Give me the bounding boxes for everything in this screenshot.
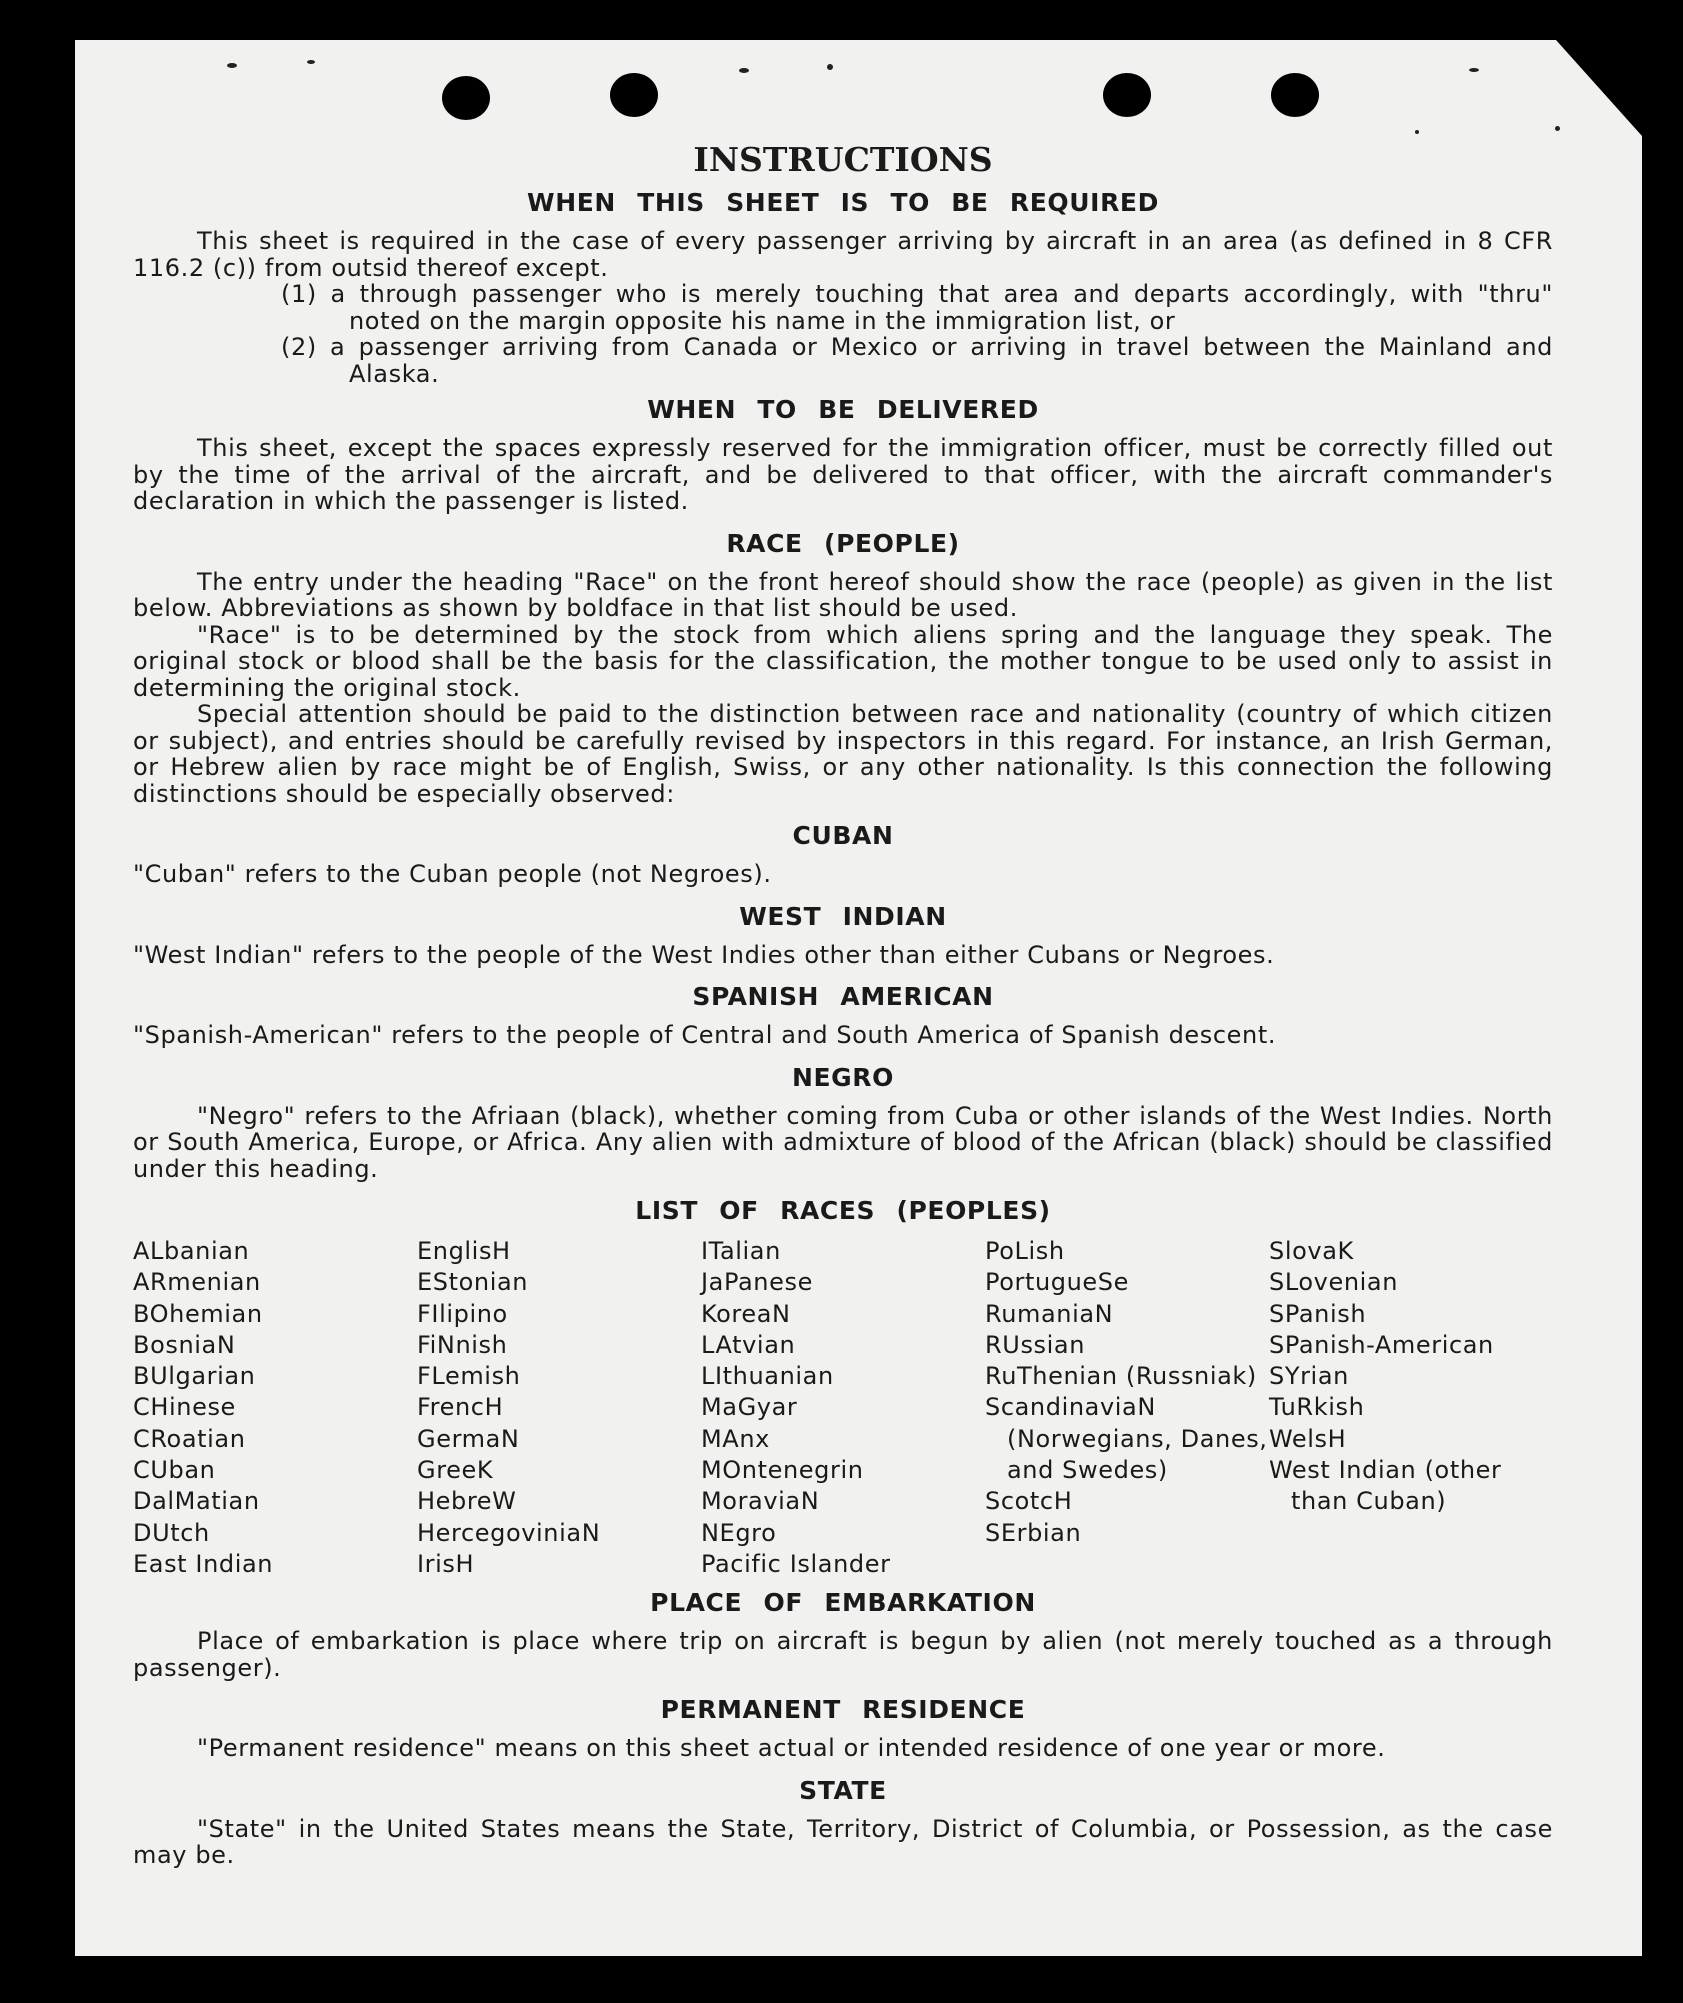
race-item: NEgro [701, 1518, 777, 1547]
race-column [417, 1236, 701, 1580]
race-item: ARmenian [133, 1268, 261, 1297]
race-item: PoLish [985, 1237, 1065, 1265]
race-item: East Indian [133, 1549, 274, 1578]
race-column [1269, 1236, 1553, 1580]
race-item: ITalian [701, 1237, 781, 1265]
race-item: EStonian [417, 1268, 529, 1297]
binder-hole [442, 76, 490, 120]
race-item: WelsH [1269, 1424, 1347, 1453]
race-item: PortugueSe [985, 1268, 1129, 1297]
race-item: BosniaN [133, 1330, 236, 1359]
section-paragraph: This sheet, except the spaces expressly reserved for the immigration officer, must be correctly filled out by the time of the arrival of the aircraft, and be delivered to that officer, with the aircraft commander's declaration in which the passenger is listed. [133, 434, 1553, 515]
race-item: SErbian [985, 1518, 1082, 1547]
section-paragraph: "West Indian" refers to the people of the West Indies other than either Cubans or Negroes. [133, 940, 1275, 969]
section-paragraph: "State" in the United States means the State, Territory, District of Columbia, or Possession, as the case may be. [133, 1814, 1553, 1870]
scan-speck [739, 68, 749, 73]
section-heading-west-indian: WEST INDIAN [739, 901, 947, 931]
race-item: MaGyar [701, 1393, 798, 1422]
race-item: KoreaN [701, 1299, 791, 1328]
section-heading-required: WHEN THIS SHEET IS TO BE REQUIRED [527, 188, 1159, 217]
section-paragraph: This sheet is required in the case of every passenger arriving by aircraft in an area (as defined in 8 CFR 116.2 (c)) from outsid thereof except. [133, 227, 1553, 282]
race-item: West Indian (other than Cuban) [1269, 1456, 1502, 1516]
binder-hole [1103, 73, 1151, 117]
race-list [133, 1236, 1553, 1580]
section-heading-permanent-residence: PERMANENT RESIDENCE [660, 1695, 1026, 1725]
race-item: HebreW [417, 1487, 517, 1516]
scan-speck [227, 63, 237, 68]
section-heading-list-of-races: LIST OF RACES (PEOPLES) [635, 1196, 1051, 1225]
section-heading-spanish-american: SPANISH AMERICAN [692, 982, 994, 1011]
race-item: SPanish [1269, 1299, 1367, 1328]
race-item: CRoatian [133, 1424, 246, 1453]
race-item: FLemish [417, 1362, 521, 1391]
section-paragraph: "Negro" refers to the Afriaan (black), whether coming from Cuba or other islands of the West Indies. North or South America, Europe, or Africa. Any alien with admixture of blood of the African (black) should be classified under this heading. [133, 1101, 1553, 1183]
race-item: GermaN [417, 1424, 520, 1453]
race-item: ScandinaviaN (Norwegians, Danes, and Swedes) [985, 1393, 1268, 1485]
section-heading-cuban: CUBAN [792, 821, 894, 850]
race-item: FiNnish [417, 1330, 508, 1359]
section-heading-negro: NEGRO [791, 1062, 895, 1092]
race-item: SlovaK [1269, 1237, 1354, 1265]
document-title: INSTRUCTIONS [693, 140, 993, 179]
section-paragraph: Place of embarkation is place where trip on aircraft is begun by alien (not merely touched as a through passenger). [133, 1627, 1553, 1682]
race-item: RumaniaN [985, 1299, 1114, 1328]
race-item: ScotcH [985, 1487, 1073, 1516]
section-heading-delivered: WHEN TO BE DELIVERED [647, 395, 1039, 424]
section-paragraph: The entry under the heading "Race" on the front hereof should show the race (people) as given in the list below. Abbreviations as shown by boldface in that list should be used. [133, 567, 1553, 622]
race-item: TuRkish [1269, 1393, 1365, 1422]
race-item: RUssian [985, 1330, 1086, 1359]
race-column [985, 1236, 1269, 1580]
exception-item: (1) a through passenger who is merely touching that area and departs accordingly, with "thru" noted on the margin opposite his name in the immigration list, or [281, 280, 1553, 335]
race-item: IrisH [417, 1549, 475, 1578]
scan-speck [307, 60, 315, 64]
race-item: MOntenegrin [701, 1456, 864, 1485]
race-item: FrencH [417, 1393, 504, 1422]
race-item: HercegoviniaN [417, 1518, 601, 1547]
section-paragraph: "Cuban" refers to the Cuban people (not Negroes). [133, 860, 772, 888]
race-item: GreeK [417, 1456, 494, 1485]
race-item: CUban [133, 1456, 216, 1485]
race-item: Pacific Islander [701, 1549, 891, 1578]
race-item: FIlipino [417, 1299, 508, 1328]
binder-hole [1271, 73, 1319, 117]
race-column [701, 1236, 985, 1580]
race-item: BUlgarian [133, 1362, 256, 1391]
instructions-body [133, 132, 1553, 1869]
race-item: CHinese [133, 1393, 236, 1422]
race-item: BOhemian [133, 1299, 263, 1328]
section-paragraph: "Race" is to be determined by the stock from which aliens spring and the language they speak. The original stock or blood shall be the basis for the classification, the mother tongue to be used only to assist in determining the original stock. [133, 620, 1553, 702]
section-paragraph: "Spanish-American" refers to the people of Central and South America of Spanish descent. [133, 1021, 1277, 1049]
race-item: DUtch [133, 1518, 210, 1547]
section-paragraph: Special attention should be paid to the distinction between race and nationality (country of which citizen or subject), and entries should be carefully revised by inspectors in this regard. For instance, an Irish German, or Hebrew alien by race might be of English, Swiss, or any other nationality. Is this connection the following distinctions should be especially observed: [133, 700, 1553, 808]
section-heading-embarkation: PLACE OF EMBARKATION [650, 1588, 1036, 1618]
race-item: MAnx [701, 1424, 770, 1453]
exception-item: (2) a passenger arriving from Canada or Mexico or arriving in travel between the Mainland and Alaska. [281, 333, 1553, 388]
scan-speck [1469, 68, 1479, 72]
race-item: LIthuanian [701, 1362, 834, 1391]
race-item: RuThenian (Russniak) [985, 1362, 1257, 1391]
race-column [133, 1236, 417, 1580]
section-heading-state: STATE [799, 1775, 887, 1805]
race-item: EnglisH [417, 1237, 511, 1265]
race-item: SYrian [1269, 1362, 1349, 1391]
section-heading-race: RACE (PEOPLE) [726, 528, 960, 558]
scan-speck [1555, 126, 1560, 131]
race-item: DalMatian [133, 1487, 260, 1516]
race-item: JaPanese [701, 1268, 813, 1297]
race-item: SLovenian [1269, 1268, 1399, 1297]
section-paragraph: "Permanent residence" means on this sheet actual or intended residence of one year or more. [197, 1734, 1386, 1763]
binder-hole [610, 73, 658, 117]
race-item: LAtvian [701, 1330, 796, 1359]
race-item: SPanish-American [1269, 1330, 1494, 1359]
race-item: ALbanian [133, 1237, 250, 1265]
race-item: MoraviaN [701, 1487, 820, 1516]
scan-speck [827, 64, 833, 70]
